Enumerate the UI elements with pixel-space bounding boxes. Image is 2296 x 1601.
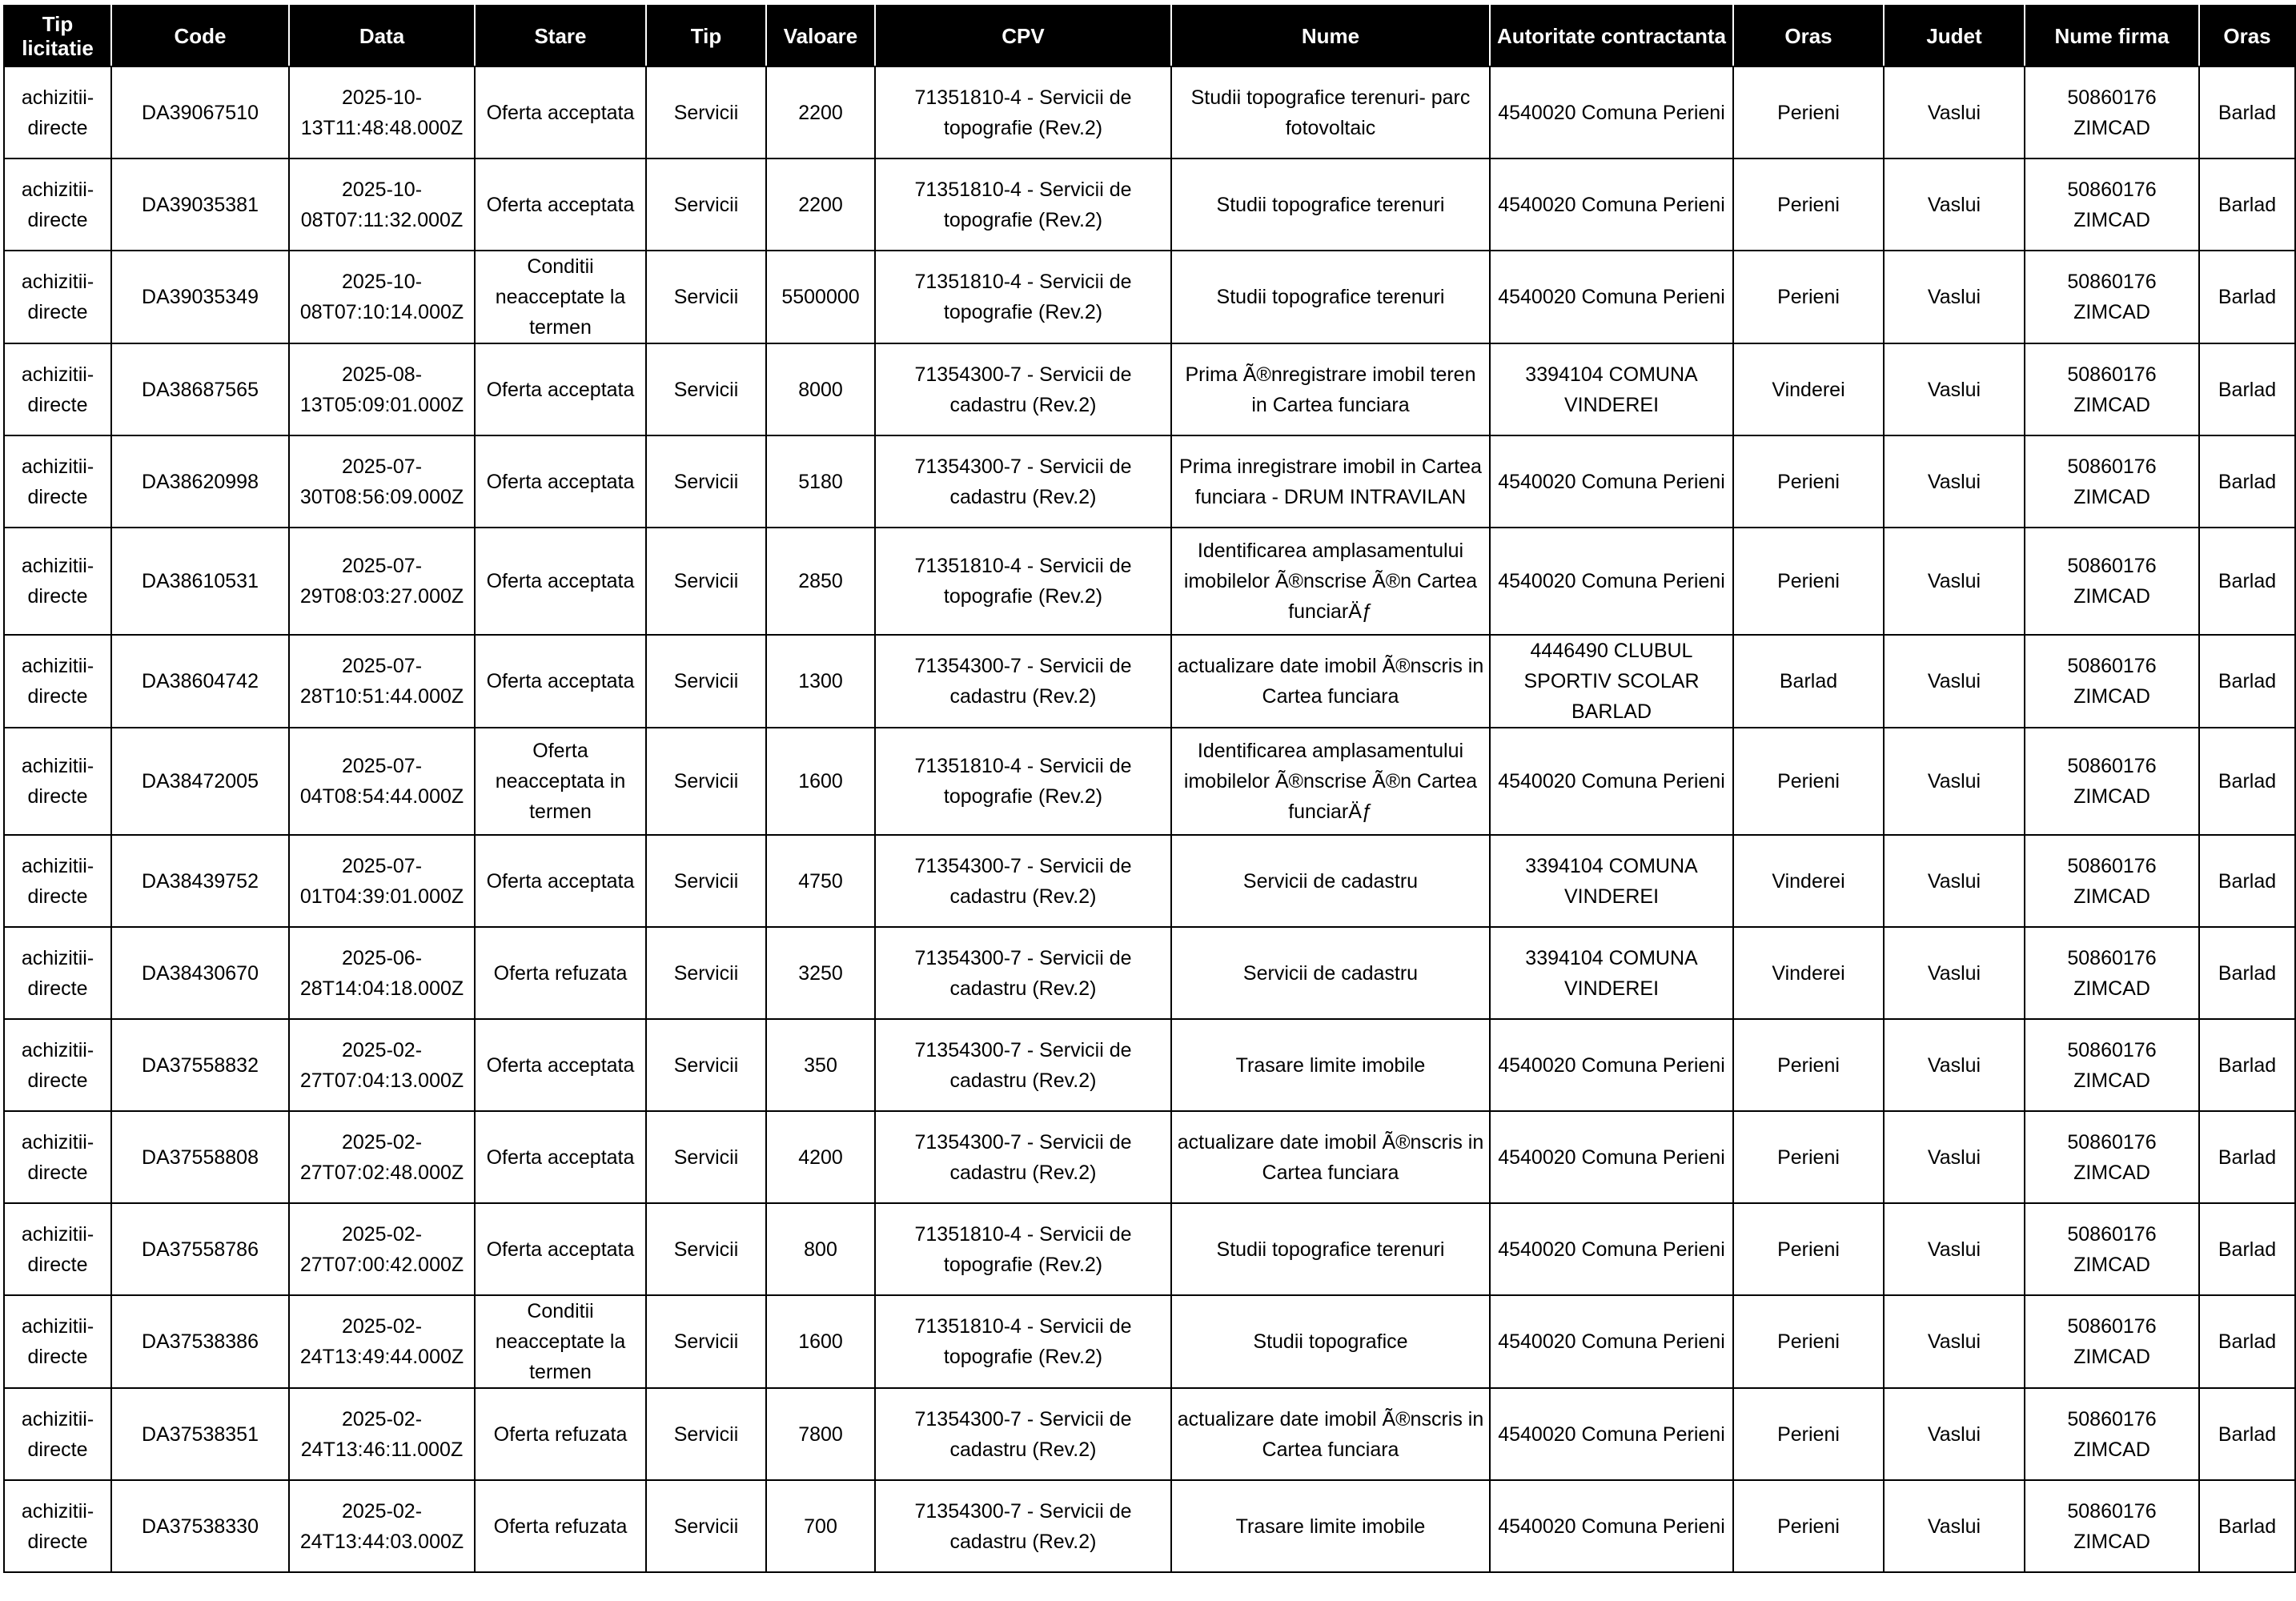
cell-code: DA37538386 xyxy=(111,1295,289,1388)
cell-cpv: 71351810-4 - Servicii de topografie (Rev.2) xyxy=(875,158,1171,251)
cell-tip-licitatie: achizitii-directe xyxy=(4,835,111,927)
cell-judet: Vaslui xyxy=(1884,835,2025,927)
cell-data: 2025-02-24T13:46:11.000Z xyxy=(289,1388,475,1480)
cell-nume-firma: 50860176 ZIMCAD xyxy=(2025,927,2199,1019)
cell-cpv: 71354300-7 - Servicii de cadastru (Rev.2) xyxy=(875,1388,1171,1480)
cell-oras: Vinderei xyxy=(1733,343,1884,435)
cell-stare: Oferta refuzata xyxy=(475,1480,646,1572)
cell-code: DA38610531 xyxy=(111,528,289,635)
cell-data: 2025-07-04T08:54:44.000Z xyxy=(289,728,475,835)
cell-tip: Servicii xyxy=(646,728,766,835)
table-row[interactable] xyxy=(4,1111,2295,1203)
table-header xyxy=(4,6,2295,66)
cell-stare: Oferta acceptata xyxy=(475,528,646,635)
table-row[interactable] xyxy=(4,1019,2295,1111)
cell-cpv: 71354300-7 - Servicii de cadastru (Rev.2) xyxy=(875,1111,1171,1203)
header-judet[interactable]: Judet xyxy=(1884,6,2025,66)
table-row[interactable] xyxy=(4,435,2295,528)
cell-tip-licitatie: achizitii-directe xyxy=(4,158,111,251)
cell-valoare: 4750 xyxy=(766,835,875,927)
cell-tip: Servicii xyxy=(646,528,766,635)
cell-data: 2025-07-01T04:39:01.000Z xyxy=(289,835,475,927)
table-body xyxy=(4,66,2295,1572)
cell-code: DA39035381 xyxy=(111,158,289,251)
cell-judet: Vaslui xyxy=(1884,1480,2025,1572)
cell-valoare: 5180 xyxy=(766,435,875,528)
cell-autoritate-contractanta: 4540020 Comuna Perieni xyxy=(1490,435,1733,528)
cell-stare: Oferta acceptata xyxy=(475,343,646,435)
cell-autoritate-contractanta: 3394104 COMUNA VINDEREI xyxy=(1490,343,1733,435)
table-row[interactable] xyxy=(4,1203,2295,1295)
cell-tip: Servicii xyxy=(646,435,766,528)
cell-oras-firma: Barlad xyxy=(2199,158,2295,251)
cell-tip-licitatie: achizitii-directe xyxy=(4,1019,111,1111)
cell-autoritate-contractanta: 3394104 COMUNA VINDEREI xyxy=(1490,927,1733,1019)
header-stare[interactable]: Stare xyxy=(475,6,646,66)
table-row[interactable] xyxy=(4,927,2295,1019)
cell-tip-licitatie: achizitii-directe xyxy=(4,1480,111,1572)
cell-tip-licitatie: achizitii-directe xyxy=(4,1295,111,1388)
cell-cpv: 71354300-7 - Servicii de cadastru (Rev.2) xyxy=(875,343,1171,435)
cell-oras-firma: Barlad xyxy=(2199,1480,2295,1572)
cell-code: DA37558808 xyxy=(111,1111,289,1203)
cell-tip-licitatie: achizitii-directe xyxy=(4,528,111,635)
cell-cpv: 71354300-7 - Servicii de cadastru (Rev.2) xyxy=(875,435,1171,528)
cell-oras-firma: Barlad xyxy=(2199,835,2295,927)
cell-tip-licitatie: achizitii-directe xyxy=(4,1203,111,1295)
cell-nume-firma: 50860176 ZIMCAD xyxy=(2025,635,2199,728)
cell-autoritate-contractanta: 4540020 Comuna Perieni xyxy=(1490,728,1733,835)
cell-stare: Oferta acceptata xyxy=(475,66,646,158)
cell-nume-firma: 50860176 ZIMCAD xyxy=(2025,1111,2199,1203)
cell-oras: Vinderei xyxy=(1733,927,1884,1019)
cell-tip-licitatie: achizitii-directe xyxy=(4,343,111,435)
cell-nume-firma: 50860176 ZIMCAD xyxy=(2025,1480,2199,1572)
header-tip[interactable]: Tip xyxy=(646,6,766,66)
cell-stare: Oferta neacceptata in termen xyxy=(475,728,646,835)
cell-nume: Studii topografice terenuri xyxy=(1171,251,1490,343)
cell-judet: Vaslui xyxy=(1884,1388,2025,1480)
cell-oras-firma: Barlad xyxy=(2199,1019,2295,1111)
table-row[interactable] xyxy=(4,635,2295,728)
cell-oras: Perieni xyxy=(1733,1295,1884,1388)
cell-stare: Oferta refuzata xyxy=(475,1388,646,1480)
cell-data: 2025-02-24T13:49:44.000Z xyxy=(289,1295,475,1388)
cell-nume-firma: 50860176 ZIMCAD xyxy=(2025,528,2199,635)
cell-autoritate-contractanta: 4540020 Comuna Perieni xyxy=(1490,528,1733,635)
cell-code: DA38604742 xyxy=(111,635,289,728)
cell-oras-firma: Barlad xyxy=(2199,1111,2295,1203)
cell-cpv: 71354300-7 - Servicii de cadastru (Rev.2) xyxy=(875,635,1171,728)
table-row[interactable] xyxy=(4,1388,2295,1480)
cell-nume: Servicii de cadastru xyxy=(1171,927,1490,1019)
cell-nume-firma: 50860176 ZIMCAD xyxy=(2025,1203,2199,1295)
cell-nume-firma: 50860176 ZIMCAD xyxy=(2025,835,2199,927)
cell-valoare: 1300 xyxy=(766,635,875,728)
cell-code: DA38620998 xyxy=(111,435,289,528)
cell-nume: Studii topografice xyxy=(1171,1295,1490,1388)
cell-oras-firma: Barlad xyxy=(2199,1295,2295,1388)
cell-cpv: 71354300-7 - Servicii de cadastru (Rev.2) xyxy=(875,1480,1171,1572)
cell-nume-firma: 50860176 ZIMCAD xyxy=(2025,1388,2199,1480)
cell-tip: Servicii xyxy=(646,1203,766,1295)
header-tip-licitatie[interactable]: Tip licitatie xyxy=(4,6,111,66)
cell-tip: Servicii xyxy=(646,1111,766,1203)
cell-oras: Perieni xyxy=(1733,728,1884,835)
cell-judet: Vaslui xyxy=(1884,728,2025,835)
header-code[interactable]: Code xyxy=(111,6,289,66)
cell-judet: Vaslui xyxy=(1884,635,2025,728)
cell-autoritate-contractanta: 4540020 Comuna Perieni xyxy=(1490,1203,1733,1295)
cell-stare: Oferta acceptata xyxy=(475,1019,646,1111)
cell-data: 2025-07-28T10:51:44.000Z xyxy=(289,635,475,728)
cell-valoare: 1600 xyxy=(766,728,875,835)
cell-stare: Oferta acceptata xyxy=(475,635,646,728)
cell-nume-firma: 50860176 ZIMCAD xyxy=(2025,66,2199,158)
cell-tip-licitatie: achizitii-directe xyxy=(4,1388,111,1480)
cell-tip: Servicii xyxy=(646,251,766,343)
cell-tip: Servicii xyxy=(646,1295,766,1388)
cell-nume-firma: 50860176 ZIMCAD xyxy=(2025,1295,2199,1388)
cell-code: DA37538330 xyxy=(111,1480,289,1572)
procurement-table xyxy=(3,5,2296,1573)
cell-autoritate-contractanta: 4540020 Comuna Perieni xyxy=(1490,1019,1733,1111)
cell-autoritate-contractanta: 4540020 Comuna Perieni xyxy=(1490,66,1733,158)
header-cpv[interactable]: CPV xyxy=(875,6,1171,66)
cell-code: DA37558786 xyxy=(111,1203,289,1295)
header-oras-firma[interactable]: Oras xyxy=(2199,6,2295,66)
header-nume-firma[interactable]: Nume firma xyxy=(2025,6,2199,66)
cell-cpv: 71351810-4 - Servicii de topografie (Rev.2) xyxy=(875,66,1171,158)
procurement-sheet xyxy=(3,5,2296,1573)
cell-valoare: 2200 xyxy=(766,66,875,158)
cell-code: DA39035349 xyxy=(111,251,289,343)
cell-tip-licitatie: achizitii-directe xyxy=(4,1111,111,1203)
cell-judet: Vaslui xyxy=(1884,251,2025,343)
cell-stare: Oferta acceptata xyxy=(475,1111,646,1203)
cell-oras-firma: Barlad xyxy=(2199,1203,2295,1295)
cell-judet: Vaslui xyxy=(1884,158,2025,251)
cell-nume-firma: 50860176 ZIMCAD xyxy=(2025,1019,2199,1111)
cell-oras: Perieni xyxy=(1733,1480,1884,1572)
cell-valoare: 2200 xyxy=(766,158,875,251)
cell-stare: Conditii neacceptate la termen xyxy=(475,251,646,343)
cell-nume: Trasare limite imobile xyxy=(1171,1480,1490,1572)
cell-autoritate-contractanta: 4540020 Comuna Perieni xyxy=(1490,1111,1733,1203)
cell-tip-licitatie: achizitii-directe xyxy=(4,435,111,528)
cell-stare: Oferta acceptata xyxy=(475,835,646,927)
cell-tip: Servicii xyxy=(646,1480,766,1572)
cell-stare: Oferta acceptata xyxy=(475,158,646,251)
cell-code: DA37558832 xyxy=(111,1019,289,1111)
cell-tip: Servicii xyxy=(646,927,766,1019)
table-row[interactable] xyxy=(4,158,2295,251)
cell-autoritate-contractanta: 4540020 Comuna Perieni xyxy=(1490,1295,1733,1388)
cell-judet: Vaslui xyxy=(1884,528,2025,635)
cell-code: DA38687565 xyxy=(111,343,289,435)
table-row[interactable] xyxy=(4,251,2295,343)
cell-autoritate-contractanta: 4540020 Comuna Perieni xyxy=(1490,158,1733,251)
table-row[interactable] xyxy=(4,66,2295,158)
cell-nume: Studii topografice terenuri xyxy=(1171,158,1490,251)
cell-tip-licitatie: achizitii-directe xyxy=(4,927,111,1019)
cell-nume: Studii topografice terenuri xyxy=(1171,1203,1490,1295)
cell-judet: Vaslui xyxy=(1884,1203,2025,1295)
cell-judet: Vaslui xyxy=(1884,1111,2025,1203)
cell-oras: Perieni xyxy=(1733,1388,1884,1480)
cell-oras-firma: Barlad xyxy=(2199,635,2295,728)
cell-tip: Servicii xyxy=(646,1388,766,1480)
cell-stare: Oferta acceptata xyxy=(475,435,646,528)
cell-data: 2025-10-08T07:10:14.000Z xyxy=(289,251,475,343)
cell-nume: actualizare date imobil Ã®nscris in Cartea funciara xyxy=(1171,1388,1490,1480)
cell-oras: Perieni xyxy=(1733,251,1884,343)
cell-valoare: 350 xyxy=(766,1019,875,1111)
header-autoritate-contractanta[interactable]: Autoritate contractanta xyxy=(1490,6,1733,66)
cell-cpv: 71351810-4 - Servicii de topografie (Rev.2) xyxy=(875,251,1171,343)
cell-tip-licitatie: achizitii-directe xyxy=(4,728,111,835)
cell-oras-firma: Barlad xyxy=(2199,728,2295,835)
cell-data: 2025-02-27T07:00:42.000Z xyxy=(289,1203,475,1295)
cell-data: 2025-07-30T08:56:09.000Z xyxy=(289,435,475,528)
cell-oras: Perieni xyxy=(1733,1203,1884,1295)
cell-tip: Servicii xyxy=(646,835,766,927)
cell-stare: Oferta acceptata xyxy=(475,1203,646,1295)
cell-nume-firma: 50860176 ZIMCAD xyxy=(2025,343,2199,435)
table-row[interactable] xyxy=(4,1480,2295,1572)
table-row[interactable] xyxy=(4,835,2295,927)
cell-cpv: 71354300-7 - Servicii de cadastru (Rev.2) xyxy=(875,835,1171,927)
cell-judet: Vaslui xyxy=(1884,927,2025,1019)
cell-autoritate-contractanta: 4540020 Comuna Perieni xyxy=(1490,1480,1733,1572)
cell-autoritate-contractanta: 4540020 Comuna Perieni xyxy=(1490,251,1733,343)
cell-valoare: 3250 xyxy=(766,927,875,1019)
cell-stare: Conditii neacceptate la termen xyxy=(475,1295,646,1388)
cell-data: 2025-10-08T07:11:32.000Z xyxy=(289,158,475,251)
cell-tip: Servicii xyxy=(646,158,766,251)
cell-nume: actualizare date imobil Ã®nscris in Cartea funciara xyxy=(1171,635,1490,728)
cell-oras: Perieni xyxy=(1733,66,1884,158)
cell-data: 2025-02-27T07:02:48.000Z xyxy=(289,1111,475,1203)
cell-oras-firma: Barlad xyxy=(2199,66,2295,158)
cell-cpv: 71351810-4 - Servicii de topografie (Rev.2) xyxy=(875,1295,1171,1388)
cell-tip: Servicii xyxy=(646,66,766,158)
cell-code: DA38430670 xyxy=(111,927,289,1019)
cell-tip-licitatie: achizitii-directe xyxy=(4,66,111,158)
cell-valoare: 8000 xyxy=(766,343,875,435)
cell-tip: Servicii xyxy=(646,343,766,435)
cell-data: 2025-10-13T11:48:48.000Z xyxy=(289,66,475,158)
cell-oras: Perieni xyxy=(1733,158,1884,251)
cell-judet: Vaslui xyxy=(1884,435,2025,528)
cell-nume: Trasare limite imobile xyxy=(1171,1019,1490,1111)
cell-cpv: 71354300-7 - Servicii de cadastru (Rev.2) xyxy=(875,1019,1171,1111)
cell-tip-licitatie: achizitii-directe xyxy=(4,635,111,728)
cell-code: DA39067510 xyxy=(111,66,289,158)
cell-cpv: 71351810-4 - Servicii de topografie (Rev.2) xyxy=(875,1203,1171,1295)
cell-judet: Vaslui xyxy=(1884,1295,2025,1388)
cell-judet: Vaslui xyxy=(1884,66,2025,158)
cell-valoare: 800 xyxy=(766,1203,875,1295)
cell-data: 2025-06-28T14:04:18.000Z xyxy=(289,927,475,1019)
cell-code: DA38439752 xyxy=(111,835,289,927)
cell-judet: Vaslui xyxy=(1884,1019,2025,1111)
cell-nume: Servicii de cadastru xyxy=(1171,835,1490,927)
cell-oras: Perieni xyxy=(1733,435,1884,528)
header-data[interactable]: Data xyxy=(289,6,475,66)
table-row[interactable] xyxy=(4,728,2295,835)
cell-valoare: 7800 xyxy=(766,1388,875,1480)
cell-oras: Perieni xyxy=(1733,1019,1884,1111)
cell-cpv: 71351810-4 - Servicii de topografie (Rev.2) xyxy=(875,728,1171,835)
cell-valoare: 1600 xyxy=(766,1295,875,1388)
cell-nume: Identificarea amplasamentului imobilelor Ã®nscrise Ã®n Cartea funciarÄƒ xyxy=(1171,528,1490,635)
cell-valoare: 5500000 xyxy=(766,251,875,343)
cell-nume: Prima inregistrare imobil in Cartea funciara - DRUM INTRAVILAN xyxy=(1171,435,1490,528)
cell-nume-firma: 50860176 ZIMCAD xyxy=(2025,251,2199,343)
cell-oras-firma: Barlad xyxy=(2199,528,2295,635)
cell-nume: Identificarea amplasamentului imobilelor Ã®nscrise Ã®n Cartea funciarÄƒ xyxy=(1171,728,1490,835)
cell-stare: Oferta refuzata xyxy=(475,927,646,1019)
table-row[interactable] xyxy=(4,1295,2295,1388)
header-oras[interactable]: Oras xyxy=(1733,6,1884,66)
table-row[interactable] xyxy=(4,528,2295,635)
cell-nume-firma: 50860176 ZIMCAD xyxy=(2025,435,2199,528)
cell-data: 2025-02-27T07:04:13.000Z xyxy=(289,1019,475,1111)
header-row xyxy=(4,6,2295,66)
cell-oras: Perieni xyxy=(1733,1111,1884,1203)
cell-data: 2025-07-29T08:03:27.000Z xyxy=(289,528,475,635)
cell-nume: actualizare date imobil Ã®nscris in Cartea funciara xyxy=(1171,1111,1490,1203)
cell-autoritate-contractanta: 3394104 COMUNA VINDEREI xyxy=(1490,835,1733,927)
header-valoare[interactable]: Valoare xyxy=(766,6,875,66)
header-nume[interactable]: Nume xyxy=(1171,6,1490,66)
cell-cpv: 71354300-7 - Servicii de cadastru (Rev.2) xyxy=(875,927,1171,1019)
cell-nume-firma: 50860176 ZIMCAD xyxy=(2025,158,2199,251)
cell-tip: Servicii xyxy=(646,635,766,728)
cell-nume: Prima Ã®nregistrare imobil teren in Cartea funciara xyxy=(1171,343,1490,435)
cell-valoare: 2850 xyxy=(766,528,875,635)
cell-oras-firma: Barlad xyxy=(2199,927,2295,1019)
cell-code: DA38472005 xyxy=(111,728,289,835)
cell-oras: Perieni xyxy=(1733,528,1884,635)
cell-oras-firma: Barlad xyxy=(2199,1388,2295,1480)
cell-cpv: 71351810-4 - Servicii de topografie (Rev.2) xyxy=(875,528,1171,635)
cell-oras-firma: Barlad xyxy=(2199,435,2295,528)
cell-code: DA37538351 xyxy=(111,1388,289,1480)
cell-valoare: 4200 xyxy=(766,1111,875,1203)
cell-oras: Barlad xyxy=(1733,635,1884,728)
cell-autoritate-contractanta: 4540020 Comuna Perieni xyxy=(1490,1388,1733,1480)
cell-autoritate-contractanta: 4446490 CLUBUL SPORTIV SCOLAR BARLAD xyxy=(1490,635,1733,728)
cell-data: 2025-08-13T05:09:01.000Z xyxy=(289,343,475,435)
cell-tip: Servicii xyxy=(646,1019,766,1111)
cell-valoare: 700 xyxy=(766,1480,875,1572)
table-row[interactable] xyxy=(4,343,2295,435)
cell-nume-firma: 50860176 ZIMCAD xyxy=(2025,728,2199,835)
cell-nume: Studii topografice terenuri- parc fotovoltaic xyxy=(1171,66,1490,158)
cell-oras: Vinderei xyxy=(1733,835,1884,927)
cell-oras-firma: Barlad xyxy=(2199,251,2295,343)
cell-data: 2025-02-24T13:44:03.000Z xyxy=(289,1480,475,1572)
cell-oras-firma: Barlad xyxy=(2199,343,2295,435)
cell-tip-licitatie: achizitii-directe xyxy=(4,251,111,343)
cell-judet: Vaslui xyxy=(1884,343,2025,435)
